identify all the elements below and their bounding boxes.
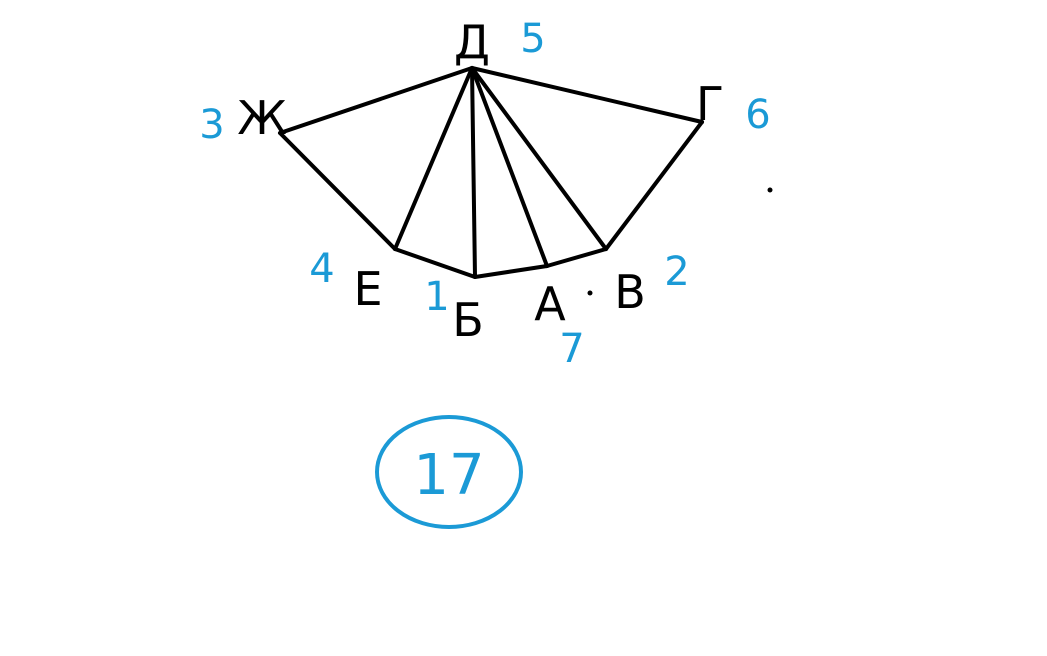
edge-d-b [472, 68, 475, 277]
answer-value: 17 [413, 443, 485, 508]
vertex-number-d: 5 [520, 16, 546, 62]
vertex-label-b: Б [452, 293, 484, 347]
edge-zh-e [280, 133, 395, 249]
vertex-label-g: Г [695, 77, 725, 131]
edge-d-a [472, 68, 547, 266]
vertex-label-a: А [534, 277, 566, 331]
edge-a-v [547, 249, 606, 266]
edge-d-zh [280, 68, 472, 133]
graph-edges [280, 68, 702, 277]
vertex-number-b: 1 [424, 274, 450, 320]
vertex-number-a: 7 [559, 326, 585, 372]
edge-v-g [606, 122, 702, 249]
vertex-number-e: 4 [309, 246, 335, 292]
stray-dot [588, 291, 593, 296]
vertex-number-g: 6 [745, 92, 771, 138]
vertex-label-e: Е [353, 262, 383, 316]
stray-dot [768, 188, 773, 193]
edge-b-a [475, 266, 547, 277]
vertex-label-d: Д [454, 15, 490, 69]
vertex-number-v: 2 [664, 249, 690, 295]
vertex-label-v: В [614, 265, 646, 319]
vertex-label-zh: Ж [237, 91, 287, 145]
edge-e-b [395, 249, 475, 277]
vertex-number-zh: 3 [199, 102, 225, 148]
edge-d-e [395, 68, 472, 249]
